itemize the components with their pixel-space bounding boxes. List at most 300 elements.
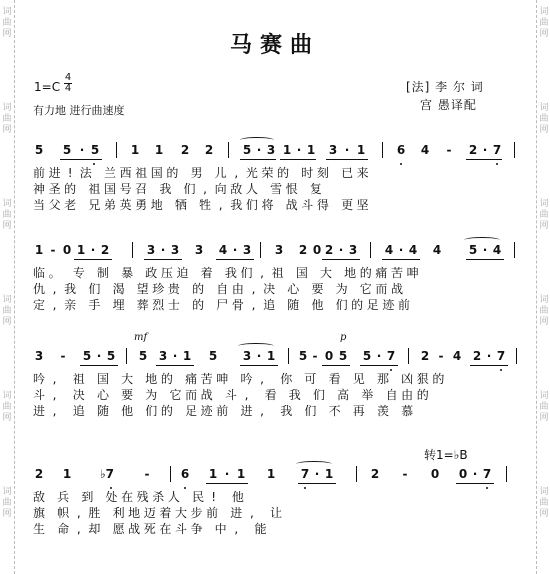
barline [382,142,383,158]
lyric-char: 它 [169,388,182,402]
lyric-char: 我 [230,198,243,212]
time-signature-bottom: 4 [64,83,72,94]
lyric-char: 的 [160,372,173,386]
lyric-char: 专 [72,266,85,280]
note: 1 [324,467,334,481]
lyric-char: 儿 [214,166,227,180]
note: 1 [266,467,276,481]
lyric-char: 凶 [401,372,414,386]
note: 4 [492,243,502,257]
note: 1 [282,143,292,157]
lyric-char: 它 [359,282,372,296]
barline [514,142,515,158]
note: 7 [496,349,506,363]
dynamic-p: p [340,332,347,343]
lyric-char: 召 [135,182,148,196]
lyric-char: 着 [159,506,172,520]
watermark-char: 词 [539,487,549,497]
note: 0 [458,467,468,481]
note: - [312,349,318,363]
lyric-char: 再 [352,404,365,418]
lyric-char: 我 [224,266,237,280]
lower-octave-dot [400,163,402,165]
note: 1 [266,349,276,363]
watermark-char: 曲 [539,306,549,316]
lyric-char: 国 [96,372,109,386]
lyric-char: 苦 [200,372,213,386]
lyric-char: 着 [200,266,213,280]
note: 0 [312,243,322,257]
note: 5 [106,349,116,363]
lyric-char: 前 [397,298,410,312]
watermark-char: 网 [539,317,549,327]
lyric-char: 时 [301,166,314,180]
lyric-char: 西 [119,166,132,180]
note: · [486,349,492,363]
watermark-char: 网 [539,509,549,519]
note: 5 [138,349,148,363]
lyric-char: 为 [145,388,158,402]
lyric-char: 向 [214,182,227,196]
barline [356,466,357,482]
lyric-char: 中 [214,522,227,536]
lyric-char: 恨 [285,182,298,196]
lyric-char: 迹 [382,298,395,312]
note: 7 [386,349,396,363]
beam [240,365,278,366]
lyric-char: 光 [245,166,258,180]
lyric-char: 看 [264,388,277,402]
barline [506,466,507,482]
lyric-char: 前 [32,166,45,180]
watermark-char: 网 [2,413,12,423]
beam [322,365,350,366]
note: 3 [274,243,284,257]
lyric-char: 们 [312,388,325,402]
lyric-char: 烈 [152,298,165,312]
note: 5 [338,349,348,363]
note: · [482,243,488,257]
lyric-char: , [52,388,57,402]
note: 1 [236,467,246,481]
lyric-char: 进 [240,404,253,418]
lyric-char: 要 [121,388,134,402]
note: 7 [492,143,502,157]
lyric-char: 而 [375,282,388,296]
lyric-char: 定 [32,298,45,312]
lyric-char: 法 [79,166,92,180]
note: 2 [100,243,110,257]
lyric-char: 斗 [301,198,314,212]
watermark-char: 网 [539,221,549,231]
lyric-char: 而 [185,388,198,402]
lyric-char: 地 [150,198,163,212]
lyric-char: 人 [167,490,180,504]
watermark-char: 词 [539,391,549,401]
lower-octave-dot [496,163,498,165]
lyric-char: 望 [136,282,149,296]
note: 2 [180,143,190,157]
note: 5 [242,143,252,157]
note: 3 [266,143,276,157]
note: 2 [370,467,380,481]
lyric-char: 生 [32,522,45,536]
lyric-char: 我 [159,182,172,196]
lyric-char: 痛 [375,266,388,280]
lyric-char: 国 [103,182,116,196]
watermark-char: 曲 [539,498,549,508]
lyric-char: , [52,282,57,296]
note: - [60,349,66,363]
beam [206,483,248,484]
lyric-char: 老 [64,198,77,212]
beam [466,259,504,260]
note: · [344,143,350,157]
lyric-char: 他 [121,404,134,418]
lyric-char: 勇 [135,198,148,212]
watermark-char: 曲 [539,210,549,220]
lyric-char: 雪 [270,182,283,196]
barline [126,348,127,364]
note: 2 [298,243,308,257]
lyric-char: , [76,506,81,520]
beam [466,159,502,160]
lyric-char: 前 [206,506,219,520]
note: 5 [468,243,478,257]
lyric-char: , [260,372,264,386]
lyric-char: 战 [285,198,298,212]
lyric-char: , [260,266,264,280]
lyric-char: 们 [183,182,196,196]
lyric-char: 他 [311,298,324,312]
lyric-verse-2 [0,506,550,521]
lyric-char: 士 [167,298,180,312]
lyric-verse-1 [0,487,550,505]
barline [408,348,409,364]
time-signature-top: 4 [64,72,72,83]
lyric-char: 足 [185,404,198,418]
beam [80,365,118,366]
barline [116,142,117,158]
lyric-char: 斗 [32,388,45,402]
beam [298,483,336,484]
lyric-char: 死 [143,522,156,536]
lyric-char: 心 [287,282,300,296]
note: 2 [324,243,334,257]
lyric-char: 迈 [143,506,156,520]
lyric-verse-2 [0,282,550,297]
lyric-char: 的 [192,282,205,296]
lower-octave-dot [93,163,95,165]
lyric-char: 暴 [121,266,134,280]
note: 5 [82,349,92,363]
note: 3 [34,349,44,363]
lyric-char: 争 [190,522,203,536]
note: 3 [328,143,338,157]
note: 5 [90,143,100,157]
note: ♭7 [100,467,115,481]
lyric-char: 们 [304,404,317,418]
note: 1 [76,243,86,257]
note: · [338,243,344,257]
watermark-char: 网 [2,317,12,327]
lyric-char: 战 [200,388,213,402]
watermark-char: 曲 [2,210,12,220]
lyric-char: 却 [88,522,101,536]
lyric-char: 迫 [176,266,189,280]
barline [288,348,289,364]
watermark-char: 曲 [2,402,12,412]
lyric-char: 手 [88,298,101,312]
lyric-char: 祖 [88,182,101,196]
watermark-char: 词 [2,487,12,497]
watermark-char: 词 [2,7,12,17]
lyric-char: 我 [280,404,293,418]
lyric-char: 进 [48,166,61,180]
watermark-char: 网 [539,413,549,423]
lyric-char: 羡 [376,404,389,418]
barline [228,142,229,158]
translator-credit: 宫 愚译配 [420,98,477,112]
watermark-char: 网 [2,509,12,519]
lyric-char: 呻 [216,372,229,386]
lyric-verse-3 [0,522,550,537]
watermark-char: 曲 [2,18,12,28]
lyric-char: 刻 [316,166,329,180]
lyric-char: 地 [344,266,357,280]
lyric-char: 祖 [271,266,284,280]
lyric-char: 复 [309,182,322,196]
lyric-char: 大 [174,506,187,520]
note: · [256,143,262,157]
lyric-char: 斗 [174,522,187,536]
note: - [446,143,452,157]
lyric-char: 。 [48,266,61,280]
note: · [232,243,238,257]
lyric-char: 战 [128,522,141,536]
lyric-char: 由 [401,388,414,402]
lyric-char: 牺 [174,198,187,212]
lyric-char: 足 [366,298,379,312]
song-title: 马赛曲 [229,32,320,58]
note: 1 [306,143,316,157]
lower-octave-dot [390,369,392,371]
lyric-char: 父 [48,198,61,212]
notation-line [0,348,550,368]
lyric-char: , [249,506,254,520]
lyric-char: , [260,404,264,418]
note: 3 [242,243,252,257]
lyric-char: 自 [216,282,229,296]
lyric-char: 神 [32,182,45,196]
note: 3 [348,243,358,257]
note: 1 [356,143,366,157]
lyric-char: 在 [121,490,134,504]
lyric-char: 祖 [135,166,148,180]
lyric-char: 在 [159,522,172,536]
note: 4 [408,243,418,257]
beam [144,259,182,260]
lyric-char: 追 [263,298,276,312]
note: 2 [204,143,214,157]
lyric-char: 坚 [356,198,369,212]
lyric-char: 随 [287,298,300,312]
lyric-char: 愿 [112,522,125,536]
lyric-char: 的 [192,298,205,312]
lyric-char: 更 [341,198,354,212]
lyric-char: 苦 [390,266,403,280]
beam [216,259,254,260]
lyric-char: 战 [390,282,403,296]
lyric-char: 男 [190,166,203,180]
lyric-char: , [52,404,57,418]
lyric-char: 地 [145,372,158,386]
lyric-char: 随 [96,404,109,418]
note: 5 [298,349,308,363]
barline [516,348,517,364]
lyric-char: 帜 [57,506,70,520]
lyric-char: 能 [254,522,267,536]
lyric-char: 已 [341,166,354,180]
note: 7 [482,467,492,481]
note: · [256,349,262,363]
lyric-char: 弟 [103,198,116,212]
lyric-char: 处 [105,490,118,504]
lyric-char: 人 [245,182,258,196]
beam [360,365,398,366]
lyric-char: 圣 [48,182,61,196]
lyric-char: 的 [416,388,429,402]
lyric-char: 可 [304,372,317,386]
note: 5 [362,349,372,363]
time-signature [64,73,72,94]
lyric-char: 荣 [261,166,274,180]
note: 3 [194,243,204,257]
note: - [144,467,150,481]
note: 4 [384,243,394,257]
note: · [482,143,488,157]
lyric-char: 地 [128,506,141,520]
lyric-verse-2 [0,388,550,403]
notation-line [0,466,550,486]
dynamic-mf: mf [134,332,148,343]
lyric-char: 国 [295,266,308,280]
lyric-char: 珍 [152,282,165,296]
beam [60,159,102,160]
note: 6 [180,467,190,481]
watermark-char: 网 [539,29,549,39]
note: 1 [182,349,192,363]
lyric-char: , [52,372,57,386]
note: 0 [324,349,334,363]
note: · [172,349,178,363]
note: - [438,349,444,363]
lyric-char: 那 [376,372,389,386]
note: - [402,467,408,481]
lyric-char: 步 [190,506,203,520]
note: 6 [396,143,406,157]
key-signature: 1=C [34,80,61,94]
note: 1 [154,143,164,157]
lyric-char: 决 [263,282,276,296]
lyric-char: 进 [32,404,45,418]
note: · [376,349,382,363]
watermark-char: 曲 [539,18,549,28]
barline [260,242,261,258]
lower-octave-dot [110,487,112,489]
modulation-marking: 转1=♭B [424,448,468,462]
lyric-char: 埋 [112,298,125,312]
lyric-char: 的 [166,166,179,180]
lyric-char: 迹 [200,404,213,418]
lyric-char: 自 [385,388,398,402]
lyric-verse-3 [0,295,550,313]
note: 3 [158,349,168,363]
lyric-char: ! [67,166,73,180]
lyric-char: 的 [160,404,173,418]
note: · [90,243,96,257]
lyric-char: 骨 [231,298,244,312]
lyric-char: 看 [328,372,341,386]
lyric-char: 呻 [406,266,419,280]
lyric-char: 大 [121,372,134,386]
lyric-char: 决 [72,388,85,402]
note: 4 [218,243,228,257]
lyric-char: 大 [319,266,332,280]
lyric-char: 来 [356,166,369,180]
lyric-char: 要 [311,282,324,296]
barline [132,242,133,258]
lyric-char: 残 [136,490,149,504]
note: 4 [452,349,462,363]
note: 1 [208,467,218,481]
lyric-char: 尸 [216,298,229,312]
lyric-char: 痛 [185,372,198,386]
lyric-char: 的 [64,182,77,196]
note: · [224,467,230,481]
note: 2 [472,349,482,363]
lyric-char: , [234,522,239,536]
lyric-char: 追 [72,404,85,418]
watermark-char: 词 [539,199,549,209]
watermark-char: 网 [2,125,12,135]
lyric-char: 当 [32,198,45,212]
note: 5 [208,349,218,363]
lyric-char: , [251,282,256,296]
beam [322,259,360,260]
lyric-char: 临 [32,266,45,280]
note: 0 [62,243,72,257]
lower-octave-dot [184,487,186,489]
lyric-char: 杀 [152,490,165,504]
watermark-char: 网 [2,29,12,39]
lyric-verse-1 [0,166,550,181]
barline [170,466,171,482]
lyric-char: 狠 [416,372,429,386]
lyric-char: 们 [245,198,258,212]
watermark-char: 词 [2,391,12,401]
lyric-char: 由 [231,282,244,296]
note: 1 [34,243,44,257]
lyric-char: 们 [145,404,158,418]
lower-octave-dot [500,369,502,371]
lyric-char: , [244,388,249,402]
note: - [50,243,56,257]
lyric-char: 他 [231,490,244,504]
lyric-char: , [203,182,207,196]
lyric-char: 国 [150,166,163,180]
lyric-char: 贵 [167,282,180,296]
